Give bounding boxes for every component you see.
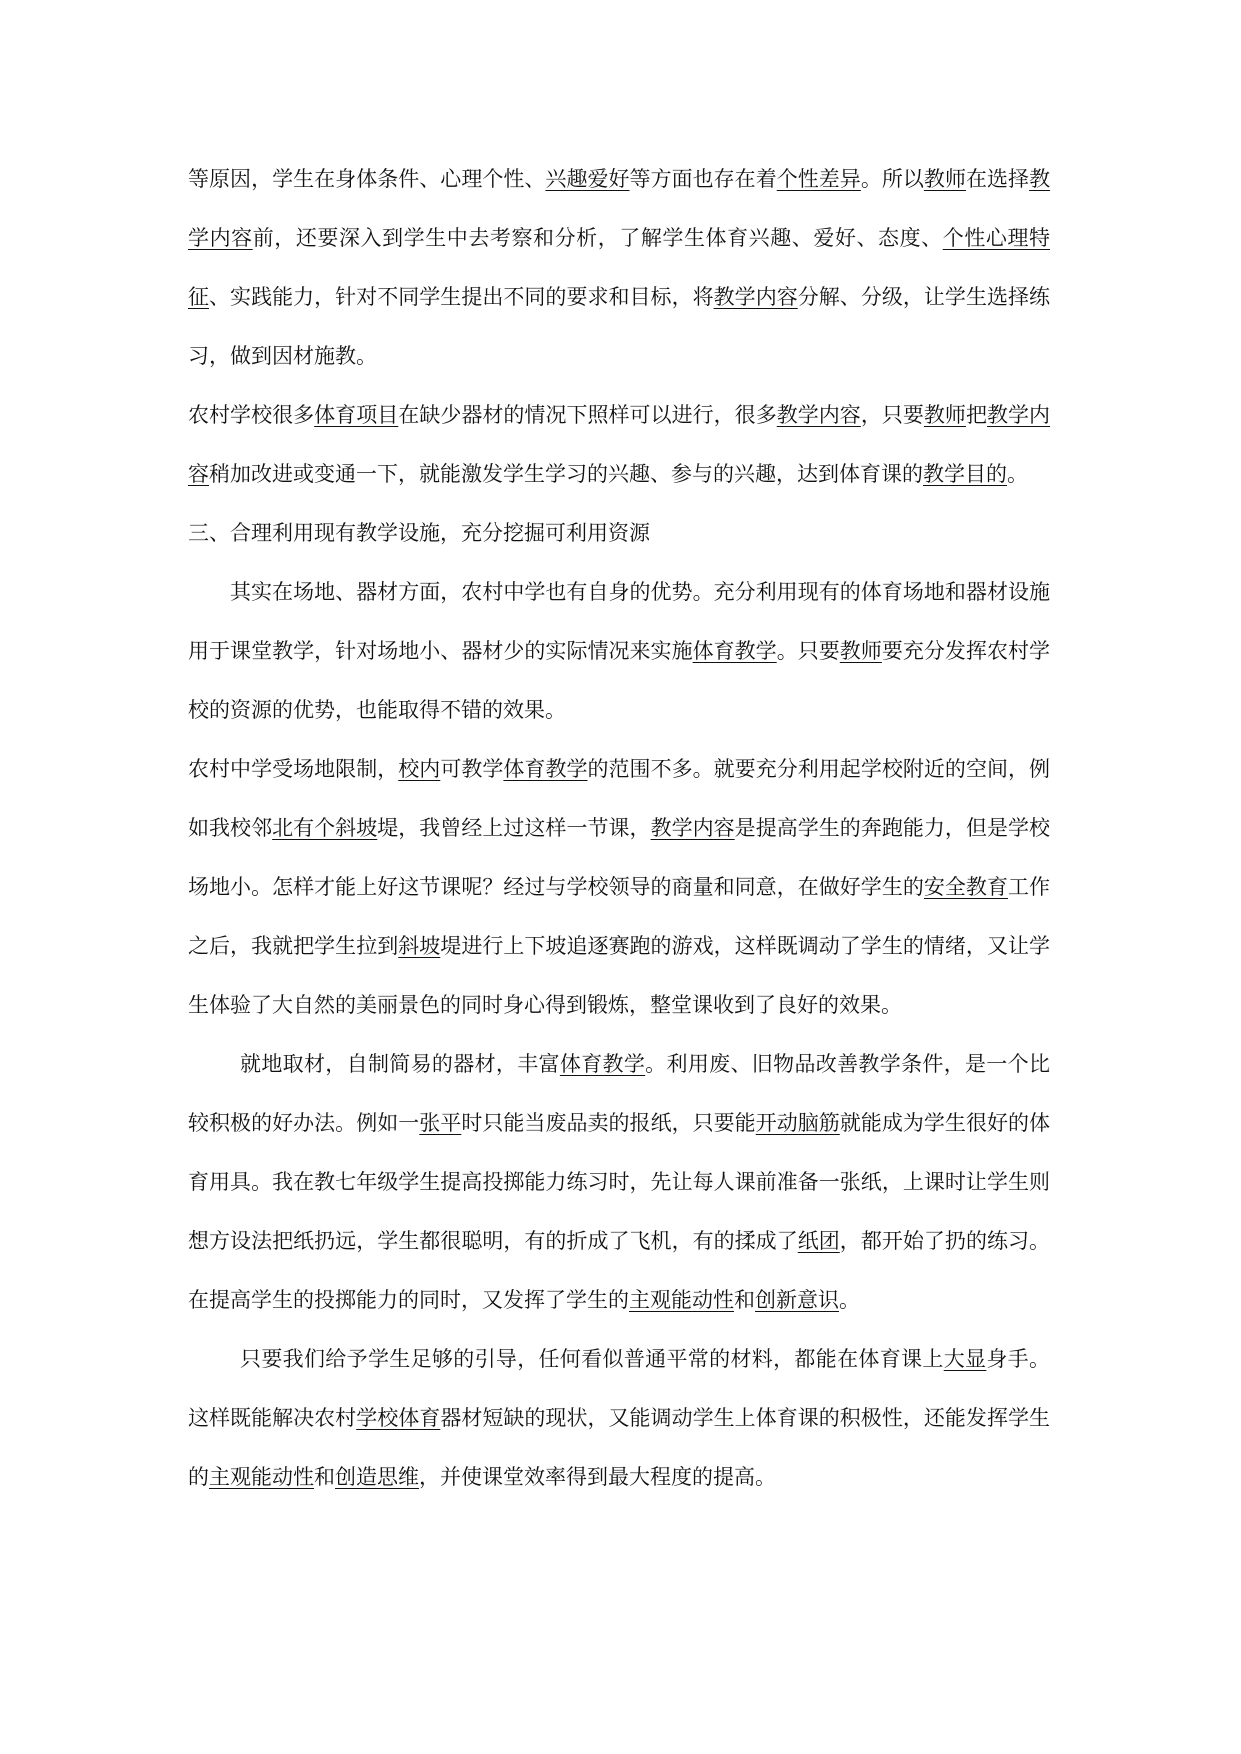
- text-run: ，只要: [860, 403, 924, 427]
- text-run: 身手。这样既能解决农村: [188, 1347, 1051, 1430]
- text-run: 等原因，学生在身体条件、心理个性、: [188, 167, 546, 191]
- underlined-term: 校内: [398, 757, 441, 781]
- text-run: 等方面也存在着: [629, 167, 777, 191]
- underlined-term: 兴趣爱好: [545, 167, 630, 191]
- text-run: 把: [965, 403, 987, 427]
- text-run: 和: [734, 1288, 755, 1312]
- paragraph: [188, 1330, 1050, 1507]
- document-body: [188, 150, 1050, 1507]
- text-run: 时只能当废品卖的报纸，只要能: [461, 1111, 756, 1135]
- underlined-term: 斜坡: [398, 934, 441, 958]
- underlined-term: 纸团: [797, 1229, 840, 1253]
- text-run: 、实践能力，针对不同学生提出不同的要求和目标，将: [209, 285, 714, 309]
- paragraph: [188, 386, 1050, 504]
- text-run: 其实在场地、器材方面，农村中学也有自身的优势。充分利用现有的体育场地和器材设施用于课堂教学，针对场地小、器材少的实际情况来实施: [188, 580, 1050, 663]
- underlined-term: 主观能动性: [209, 1465, 314, 1489]
- paragraph: [188, 1035, 1050, 1330]
- text-run: 只要我们给予学生足够的引导，任何看似普通平常的材料，都能在体育课上: [240, 1347, 944, 1371]
- underlined-term: 张平: [419, 1111, 462, 1135]
- text-run: 是提高学生的奔跑能力，但是学校场地小。怎样才能上好这节课呢？经过与学校领导的商量和同意，在做好学生的: [188, 816, 1051, 899]
- text-run: 器材短缺的现状，又能调动学生上体育课的积极性，还能发挥学生的: [188, 1406, 1051, 1489]
- paragraph: [188, 740, 1050, 1035]
- underlined-term: 教学内容: [776, 403, 861, 427]
- underlined-term: 体育教学: [692, 639, 777, 663]
- underlined-term: 大显: [943, 1347, 987, 1371]
- underlined-term: 个性差异: [776, 167, 861, 191]
- underlined-term: 教学内容: [188, 403, 1051, 486]
- text-run: 稍加改进或变通一下，就能激发学生学习的兴趣、参与的兴趣，达到体育课的: [209, 462, 923, 486]
- text-run: 的范围不多。就要充分利用起学校附近的空间，例如我校邻: [188, 757, 1051, 840]
- text-run: 堤进行上下坡追逐赛跑的游戏，这样既调动了学生的情绪，又让学生体验了大自然的美丽景色的同时身心得到锻炼，整堂课收到了良好的效果。: [188, 934, 1051, 1017]
- underlined-term: 创新意识: [755, 1288, 839, 1312]
- text-run: ，并使课堂效率得到最大程度的提高。: [419, 1465, 776, 1489]
- text-run: 农村学校很多: [188, 403, 315, 427]
- underlined-term: 教学内容: [188, 167, 1051, 250]
- underlined-term: 体育项目: [314, 403, 399, 427]
- text-run: 农村中学受场地限制，: [188, 757, 399, 781]
- underlined-term: 教学内容: [713, 285, 798, 309]
- underlined-term: 体育教学: [503, 757, 588, 781]
- text-run: 在缺少器材的情况下照样可以进行，很多: [398, 403, 777, 427]
- underlined-term: 创造思维: [335, 1465, 419, 1489]
- text-run: 要充分发挥农村学校的资源的优势，也能取得不错的效果。: [188, 639, 1051, 722]
- underlined-term: 开动脑筋: [755, 1111, 840, 1135]
- paragraph: [188, 504, 1050, 563]
- text-run: 前，还要深入到学生中去考察和分析，了解学生体育兴趣、爱好、态度、: [252, 226, 943, 250]
- underlined-term: 体育教学: [559, 1052, 646, 1076]
- underlined-term: 教师: [923, 403, 966, 427]
- text-run: 。: [1007, 462, 1028, 486]
- text-run: 分解、分级，让学生选择练习，做到因材施教。: [188, 285, 1051, 368]
- text-run: 。利用废、旧物品改善教学条件，是一个比较积极的好办法。例如一: [188, 1052, 1051, 1135]
- text-run: 三、合理利用现有教学设施，充分挖掘可利用资源: [188, 521, 650, 545]
- underlined-term: 教学内容: [650, 816, 735, 840]
- text-run: 堤，我曾经上过这样一节课，: [377, 816, 651, 840]
- paragraph: [188, 150, 1050, 386]
- text-run: 。: [839, 1288, 860, 1312]
- text-run: 和: [314, 1465, 335, 1489]
- paragraph: [188, 563, 1050, 740]
- text-run: 。只要: [776, 639, 840, 663]
- text-run: ，都开始了扔的练习。在提高学生的投掷能力的同时，又发挥了学生的: [188, 1229, 1051, 1312]
- underlined-term: 教学目的: [923, 462, 1007, 486]
- underlined-term: 学校体育: [356, 1406, 441, 1430]
- underlined-term: 北有个斜坡: [272, 816, 378, 840]
- text-run: 就能成为学生很好的体育用具。我在教七年级学生提高投掷能力练习时，先让每人课前准备一张纸，上课时让学生则想方设法把纸扔远，学生都很聪明，有的折成了飞机，有的揉成了: [188, 1111, 1051, 1253]
- text-run: 就地取材，自制简易的器材，丰富: [240, 1052, 560, 1076]
- text-run: 。所以: [860, 167, 924, 191]
- underlined-term: 安全教育: [923, 875, 1008, 899]
- underlined-term: 教师: [839, 639, 882, 663]
- underlined-term: 教师: [923, 167, 966, 191]
- text-run: 工作之后，我就把学生拉到: [188, 875, 1051, 958]
- underlined-term: 个性心理特征: [188, 226, 1051, 309]
- text-run: 在选择: [965, 167, 1030, 191]
- text-run: 可教学: [440, 757, 504, 781]
- underlined-term: 主观能动性: [629, 1288, 734, 1312]
